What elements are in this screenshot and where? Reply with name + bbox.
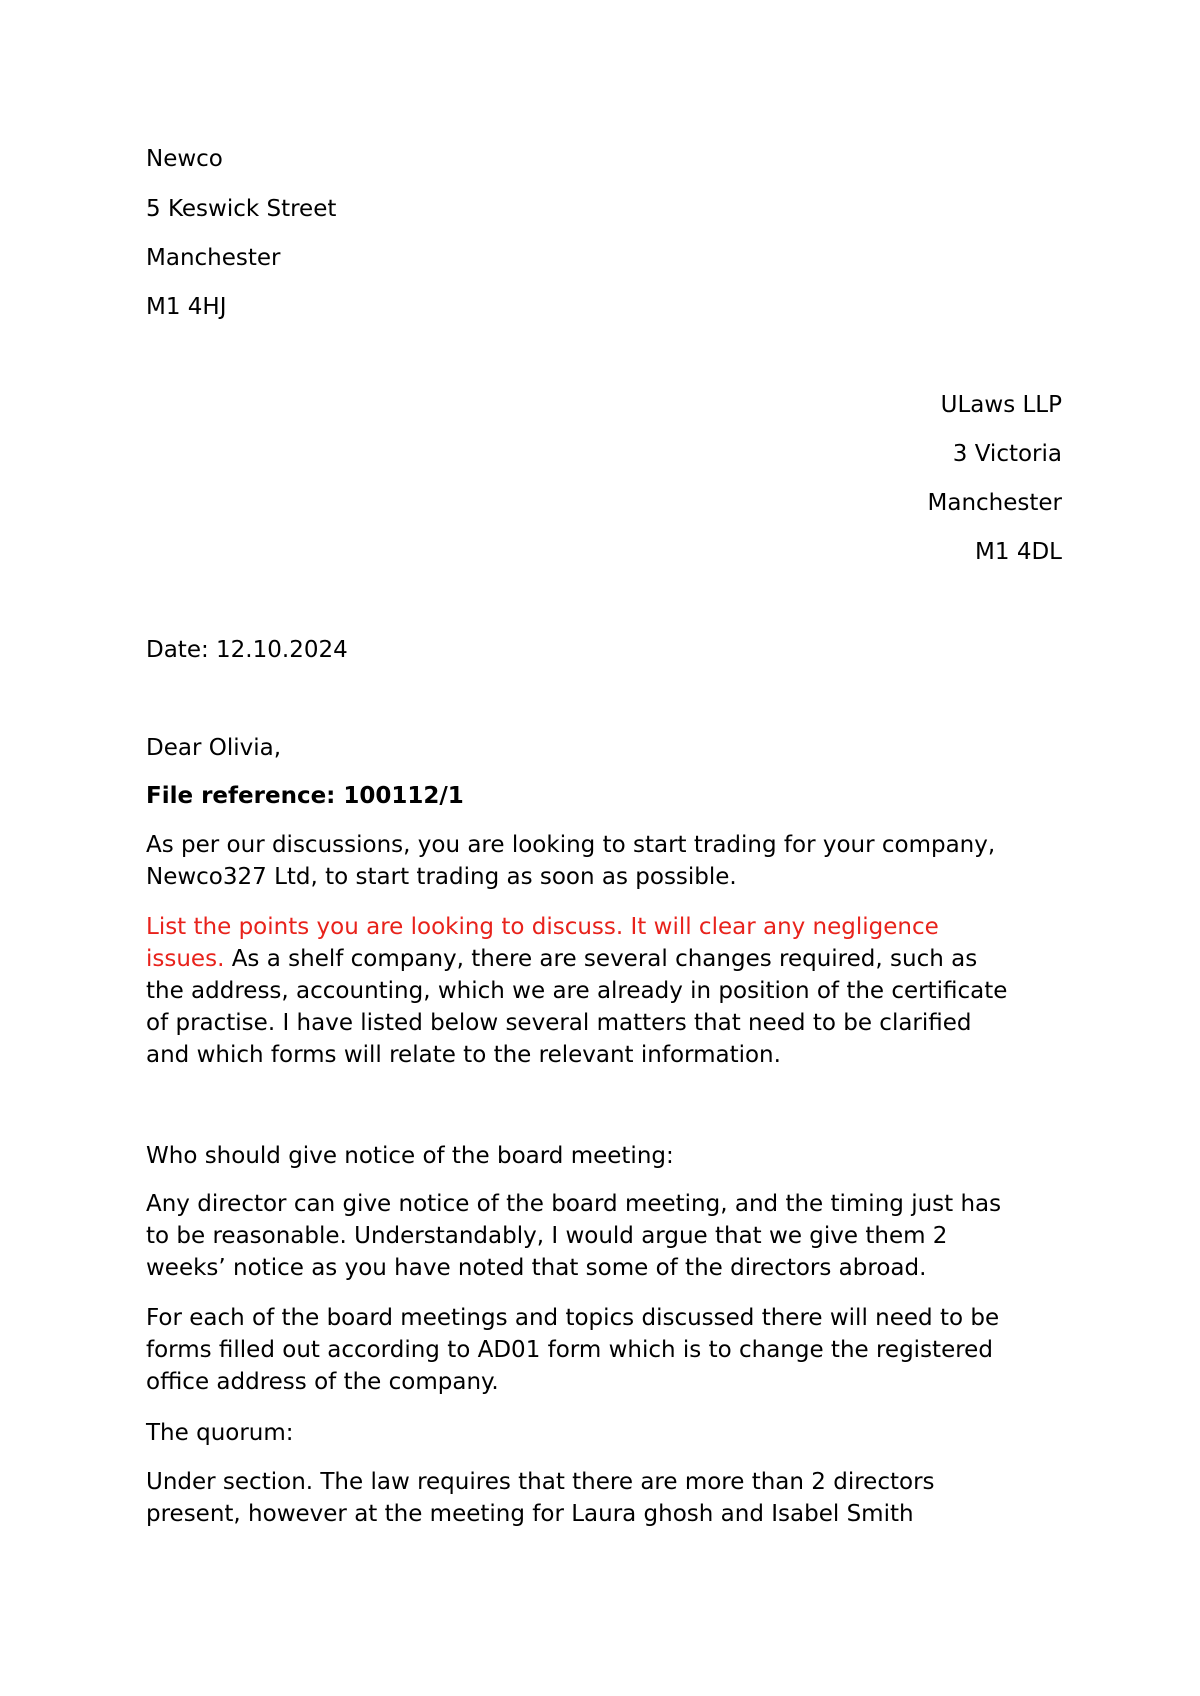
letter-date: Date: 12.10.2024 — [146, 637, 348, 663]
salutation: Dear Olivia, — [146, 735, 282, 761]
intro-paragraph — [146, 829, 1066, 893]
notice-line: weeks’ notice as you have noted that some of the directors abroad. — [146, 1255, 927, 1281]
intro-line: Newco327 Ltd, to start trading as soon as possible. — [146, 864, 737, 890]
points-line: and which forms will relate to the relevant information. — [146, 1042, 781, 1068]
quorum-line: present, however at the meeting for Laura ghosh and Isabel Smith — [146, 1501, 914, 1527]
points-line: the address, accounting, which we are already in position of the certificate — [146, 978, 1008, 1004]
quorum-line: Under section. The law requires that there are more than 2 directors — [146, 1469, 935, 1495]
quorum-heading: The quorum: — [146, 1420, 294, 1446]
recipient-street: 3 Victoria — [952, 441, 1062, 467]
file-reference: File reference: 100112/1 — [146, 783, 464, 809]
forms-paragraph — [146, 1302, 1066, 1398]
points-line — [146, 943, 1066, 975]
notice-line: Any director can give notice of the board meeting, and the timing just has — [146, 1191, 1002, 1217]
intro-line: As per our discussions, you are looking to start trading for your company, — [146, 832, 996, 858]
instruction-text: issues. — [146, 946, 225, 972]
recipient-postcode: M1 4DL — [975, 539, 1062, 565]
forms-line: For each of the board meetings and topics discussed there will need to be — [146, 1305, 1000, 1331]
recipient-city: Manchester — [927, 490, 1062, 516]
points-line: of practise. I have listed below several matters that need to be clarified — [146, 1010, 972, 1036]
quorum-paragraph — [146, 1466, 1066, 1530]
sender-name: Newco — [146, 146, 223, 172]
notice-line: to be reasonable. Understandably, I would argue that we give them 2 — [146, 1223, 948, 1249]
forms-line: forms filled out according to AD01 form which is to change the registered — [146, 1337, 993, 1363]
sender-city: Manchester — [146, 245, 281, 271]
points-text: As a shelf company, there are several changes required, such as — [224, 946, 978, 972]
points-paragraph — [146, 911, 1066, 1071]
sender-street: 5 Keswick Street — [146, 196, 337, 222]
sender-postcode: M1 4HJ — [146, 294, 227, 320]
notice-paragraph — [146, 1188, 1066, 1284]
recipient-name: ULaws LLP — [940, 392, 1062, 418]
notice-heading: Who should give notice of the board meeting: — [146, 1143, 674, 1169]
instruction-text: List the points you are looking to discuss. It will clear any negligence — [146, 914, 939, 940]
forms-line: office address of the company. — [146, 1369, 499, 1395]
